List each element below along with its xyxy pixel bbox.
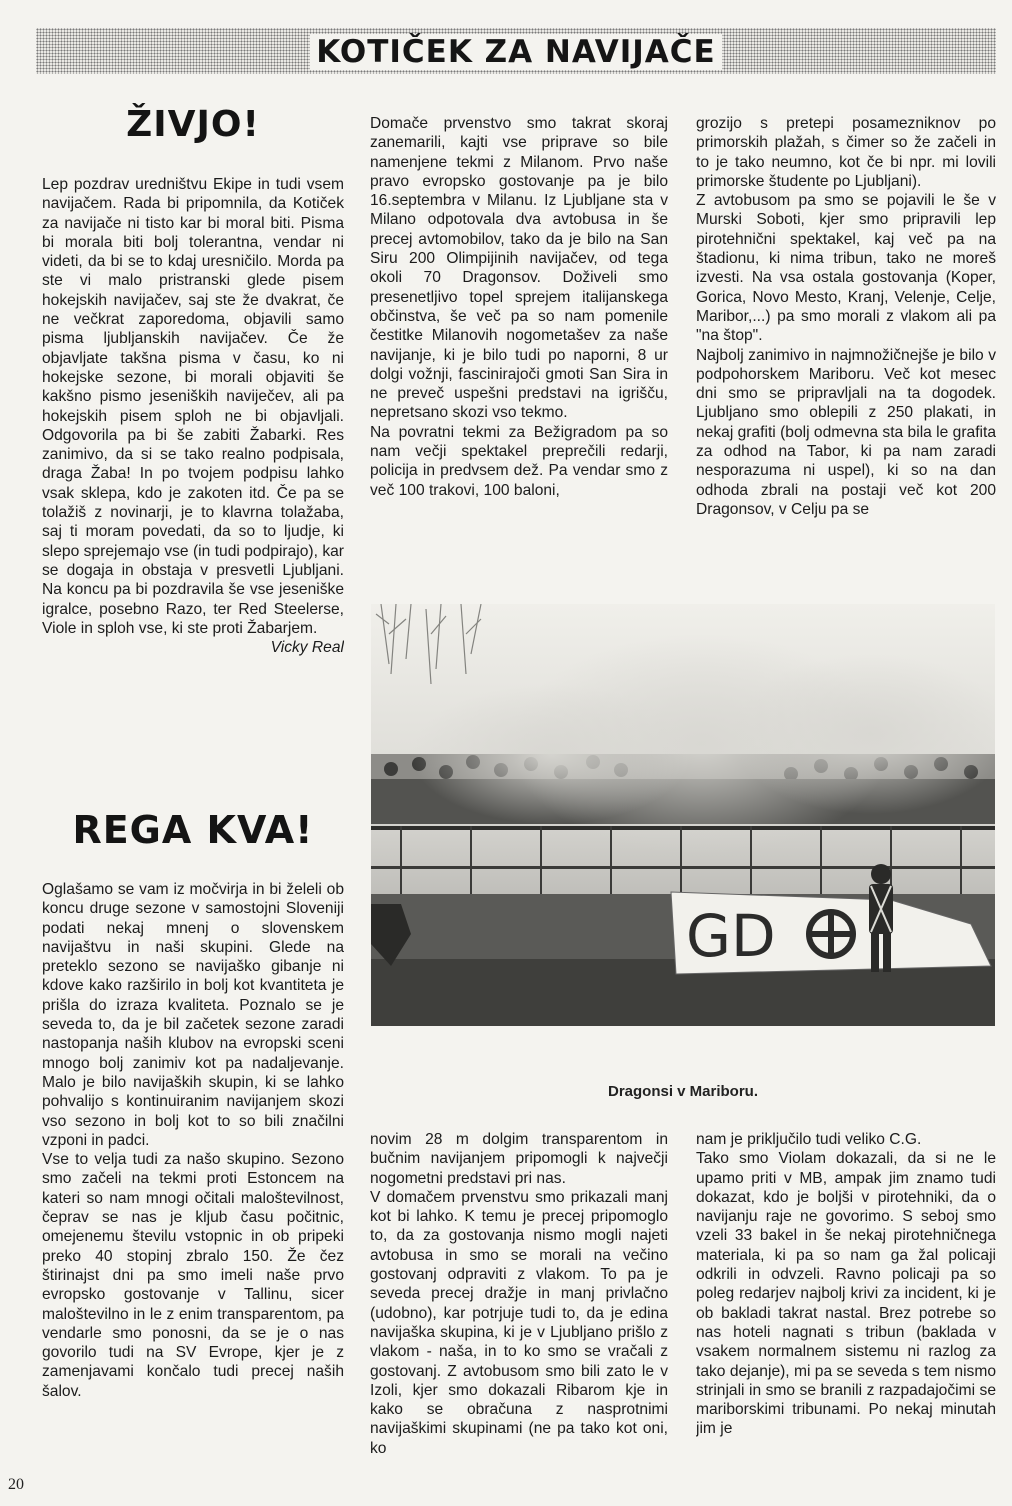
article2-paragraph: Vse to velja tudi za našo skupino. Sezono smo začeli na tekmi proti Estoncem na kateri so nam mnogi očitali maloštevilnost, čeprav se nas je kljub času počitnic, omejenemu številu vstopnic in ob pripeki preko 40 stopinj zbralo 150. Že čez štirinajst dni pa smo imeli naše prvo evropsko gostovanje v Tallinu, sicer maloštevilno in le z enim transparentom, pa vendarle smo ponosni, da se je o nas govorilo tudi na SV Evrope, kjer je z zamenjavami končalo tudi precej naših šalov.: [42, 1151, 344, 1400]
article2-heading: REGA KVA!: [72, 808, 314, 852]
photo-caption: Dragonsi v Mariboru.: [607, 1083, 759, 1100]
article2-paragraph: grozijo s pretepi posamezniknov po primorskih plažah, s čimer so že začeli in to je tako neumno, kot če bi npr. mi lovili primorske študente po Ljubljani).: [696, 115, 996, 190]
photo-dragonsi-maribor: [371, 604, 995, 1026]
article2-paragraph: Z avtobusom pa smo se pojavili le še v Murski Soboti, kjer smo pripravili lep pirotehnični spektakel, kaj več pa na štadionu, ki nima tribun, tako ne moreš izvesti. Na vsa ostala gostovanja (Koper, Gorica, Novo Mesto, Kranj, Velenje, Celje, Maribor,...) pa smo morali z vlakom ali pa "na štop".: [696, 192, 996, 345]
article2-paragraph: novim 28 m dolgim transparentom in bučnim navijanjem pripomogli k največji nogometni predstavi pri nas.: [370, 1131, 668, 1187]
article2-paragraph: Domače prvenstvo smo takrat skoraj zanemarili, kajti vse priprave so bile namenjene tekmi z Milanom. Prvo naše pravo evropsko gostovanje pa je bilo 16.septembra v Milanu. Iz Ljubljane sta v Milano odpotovala dva avtobusa in še precej avtomobilov, tako da je bilo na San Siru 200 Olimpijinih navijačev, od tega okoli 70 Dragonsov. Doživeli smo presenetljivo topel sprejem italijanskega občinstva, še več pa so nam pomenile čestitke Milanovih nogometašev za naše navijanje, ki je bilo tudi po naporni, 8 ur dolgi vožnji, fascinirajoči gmoti San Sira in ne preveč uspešni predstavi na igrišču, nepretsano skozi vso tekmo.: [370, 115, 668, 422]
article1-paragraph: Lep pozdrav uredništvu Ekipe in tudi vsem navijačem. Rada bi pripomnila, da Kotiček za navijače ni tisto kar bi moral biti. Pisma bi morala biti bolj tolerantna, vendar ni videti, da bi se to kdaj uresničilo. Morda pa ste vi malo pristranski glede pisem hokejskih navijačev, saj ste že dvakrat, če ne večkrat zaporedoma, objavili samo pisma ljubljanskih navijačev. Če že objavljate takšna pisma v času, ko ni hokejske sezone, bi morali objaviti še kakšno pismo jeseniških naviječev, ali pa hokejskih pisem sploh ne bi objavljali. Odgovorila pa bi še zabiti Žabarki. Res zanimivo, da si se tako realno podpisala, draga Žaba! In po tvojem podpisu lahko vsak sklepa, kdo je zakoten itd. Če pa se tolažiš z novinarji, je to klavrna tolažaba, saj ti moram povedati, da so to ljudje, ki slepo sprejemajo vse (in tudi podpirajo), kar se dogaja in obstaja v presvetli Ljubljani. Na koncu pa bi pozdravila še vse jeseniške igralce, posebno Razo, ter Red Steelerse, Viole in sploh vse, ki ste proti Žabarjem.: [42, 176, 344, 637]
article2-paragraph: V domačem prvenstvu smo prikazali manj kot bi lahko. K temu je precej pripomoglo to, da za gostovanja nismo mogli najeti avtobusa in smo se morali na večino gostovanj odpraviti z vlakom. To pa je seveda precej dražje in manj privlačno (udobno), kar potrjuje tudi to, da je edina navijaška skupina, ki je v Ljubljano prišlo z vlakom - naša, in to ko smo se vračali z gostovanj. Z avtobusom smo bili zato le v Izoli, kjer smo dokazali Ribarom kje in kako se obračuna z nasprotnimi navijaškimi skupinami (ne pa tako kot oni, ko: [370, 1188, 668, 1457]
article1-body: [42, 175, 344, 775]
article2-column1: [42, 880, 344, 1478]
article2-paragraph: Na povratni tekmi za Bežigradom pa so nam večji spektakel preprečili redarji, policija in predvsem dež. Pa vendar smo z več 100 trakovi, 100 baloni,: [370, 423, 668, 499]
banner-text: GD: [686, 902, 776, 970]
article2-paragraph: nam je priključilo tudi veliko C.G.: [696, 1131, 922, 1148]
section-header-band: [36, 28, 996, 74]
article2-column2-top: [370, 114, 668, 556]
article2-paragraph: Najbolj zanimivo in najmnožičnejše je bilo v podpohorskem Mariboru. Več kot mesec dni smo se pripravljali na ta dogodek. Ljubljano smo oblepili z 250 plakati, in nekaj grafiti (bolj odmevna sta bila le grafita za odhod na Tabor, ki pa nam zaradi nesporazuma ni uspel), ki so na dan odhoda zbrali na postaji več kot 200 Dragonsov, v Celju pa se: [696, 346, 996, 518]
article2-column3-bottom: [696, 1130, 996, 1486]
section-title: KOTIČEK ZA NAVIJAČE: [310, 34, 721, 70]
article2-paragraph: Tako smo Violam dokazali, da si ne le upamo priti v MB, ampak jim znamo tudi dokazat, kdo je boljši v pirotehniki, da o navijanju raje ne govorimo. S seboj smo vzeli 33 bakel in še nekaj pirotehničnega materiala, ki pa so nam ga žal policaji odkrili in odvzeli. Ravno policaji pa so poleg redarjev najbolj krivi za incident, ki je ob bakladi takrat nastal. Brez potrebe so nas hoteli nagnati s tribun (baklada v vsakem normalnem sistemu ni razlog za tako dejanje), mi pa se seveda s tem nismo strinjali in smo se branili z razpadajočimi se mariborskimi tribunami. Po nekaj minutah jim je: [696, 1150, 996, 1438]
article1-signature: Vicky Real: [270, 639, 344, 657]
article2-paragraph: Oglašamo se vam iz močvirja in bi želeli ob koncu druge sezone v samostojni Sloveniji podati nekaj mnenj o slovenskem navijaštvu in naši skupini. Glede na preteklo sezono se navijaško gibanje ni kdove kako razširilo in bolj kot kvantiteta je prišla do izraza kvaliteta. Poznalo se je seveda to, da je bil začetek sezone zaradi nastopanja naših klubov na evropski sceni mnogo bolj zanimiv kot pa nadaljevanje. Malo je bilo navijaških skupin, ki se lahko pohvalijo s kontinuiranim navijanjem skozi vso sezono in bolj kot to so bili značilni vzponi in padci.: [42, 881, 344, 1149]
article1-heading: ŽIVJO!: [126, 104, 260, 145]
page-number: 20: [8, 1476, 24, 1493]
article2-column3-top: [696, 114, 996, 556]
article2-column2-bottom: [370, 1130, 668, 1486]
